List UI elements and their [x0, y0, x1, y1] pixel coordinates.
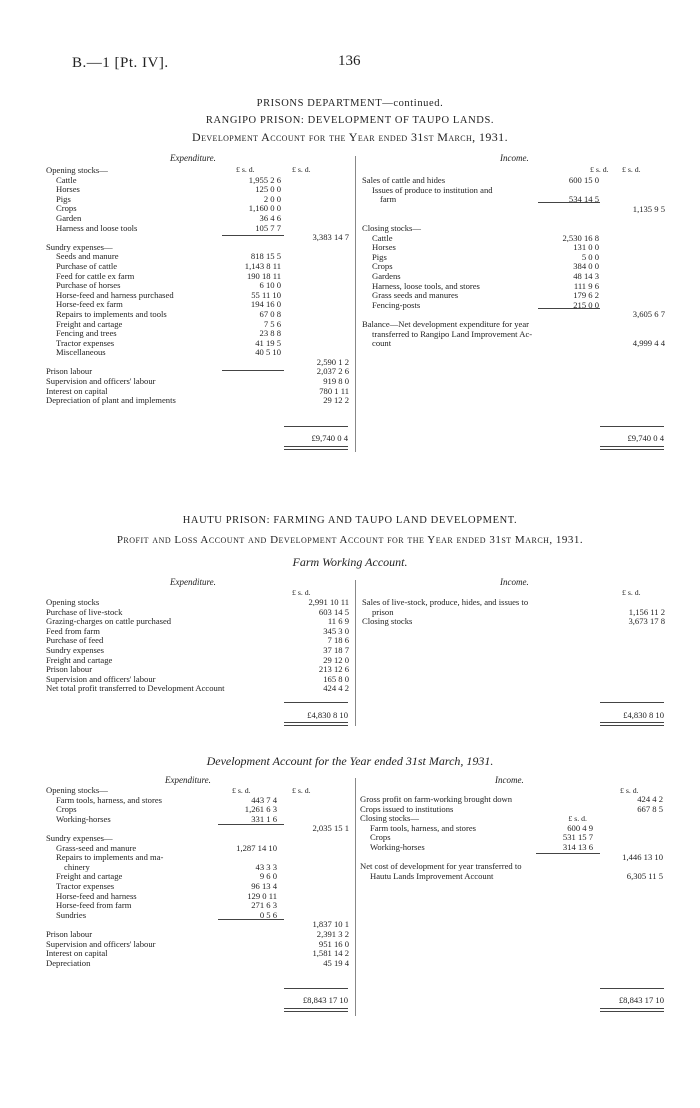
line-value: 603 14 5: [318, 606, 349, 617]
subtotal-rule: [218, 824, 284, 825]
line-value: 2,391 3 2: [316, 928, 349, 939]
line-value: 2,991 10 11: [308, 597, 349, 607]
line-value: 45 19 4: [323, 957, 349, 968]
line-value: 818 15 5: [250, 251, 281, 262]
line-label: Purchase of live-stock: [46, 606, 123, 617]
line-label: Supervision and officers' labour: [46, 938, 156, 949]
line-label: Fencing and trees: [56, 328, 117, 339]
line-value: 1,160 0 0: [248, 203, 281, 214]
line-label: Horse-feed from farm: [56, 900, 132, 911]
line-label: farm: [380, 194, 397, 205]
department-heading: PRISONS DEPARTMENT—continued.: [256, 98, 444, 109]
line-label: Fencing-posts: [372, 299, 421, 310]
line-value: 951 16 0: [318, 938, 349, 949]
line-value: 531 15 7: [562, 832, 593, 843]
line-label: Hautu Lands Improvement Account: [370, 870, 494, 881]
line-label: Crops issued to institutions: [360, 803, 454, 814]
line-value: 2,037 2 6: [316, 366, 349, 377]
line-value: 384 0 0: [573, 261, 599, 272]
double-rule: [600, 446, 664, 450]
grand-total: £8,843 17 10: [302, 995, 348, 1005]
line-label: Repairs to implements and tools: [56, 308, 167, 319]
line-value: 424 4 2: [323, 683, 349, 694]
currency-header: £ s. d.: [232, 786, 251, 795]
line-label: Freight and cartage: [56, 318, 123, 329]
line-label: Feed for cattle ex farm: [56, 270, 135, 281]
page-number: 136: [338, 53, 361, 69]
line-label: Purchase of feed: [46, 635, 104, 646]
farm-income-title: Income.: [500, 577, 529, 587]
subtotal-rule: [536, 853, 600, 854]
line-value: 0 5 6: [259, 909, 277, 920]
line-label: Net cost of development for year transferred to: [360, 861, 522, 872]
subtotal-value: 2,035 15 1: [312, 823, 349, 834]
line-label: Horse-feed and harness: [56, 890, 137, 901]
line-label: transferred to Rangipo Land Improvement Ac-: [372, 328, 533, 339]
total-rule: [600, 988, 664, 989]
line-label: Interest on capital: [46, 948, 108, 959]
dev-income-title: Income.: [495, 775, 524, 785]
line-value: 1,143 8 11: [244, 260, 281, 271]
line-value: 331 1 6: [251, 813, 277, 824]
line-value: 1,261 6 3: [244, 804, 277, 815]
line-value: 534 14 5: [568, 194, 599, 205]
line-value: 2,530 16 8: [562, 232, 599, 243]
subtotal-value: 1,837 10 1: [312, 919, 349, 930]
line-value: 11 6 9: [327, 616, 349, 627]
currency-header: £ s. d.: [292, 786, 311, 795]
double-rule: [284, 1008, 348, 1012]
grand-total: £9,740 0 4: [311, 433, 348, 443]
currency-header: £ s. d.: [622, 165, 641, 174]
line-label: Cattle: [372, 232, 393, 243]
line-label: Farm tools, harness, and stores: [56, 794, 162, 805]
line-label: Purchase of horses: [56, 280, 121, 291]
line-label: prison: [372, 606, 394, 617]
currency-header: £ s. d.: [568, 814, 587, 824]
dev-expenditure-table: [46, 786, 351, 968]
line-label: Depreciation of plant and implements: [46, 395, 176, 406]
line-value: 131 0 0: [573, 242, 599, 253]
opening-stocks-label: Opening stocks—: [46, 165, 108, 175]
subtotal-value: 2,590 1 2: [316, 356, 349, 367]
line-value: 7 18 6: [327, 635, 349, 646]
line-label: Purchase of cattle: [56, 260, 118, 271]
line-value: 3,673 17 8: [628, 616, 665, 627]
rangipo-account-title: Development Account for the Year ended 31st March, 1931.: [192, 130, 508, 144]
line-label: Horses: [372, 242, 396, 253]
subtotal-rule: [222, 235, 284, 236]
subtotal-rule: [222, 370, 284, 371]
subtotal-rule: [538, 308, 600, 309]
line-value: 600 15 0: [568, 175, 599, 185]
line-label: Prison labour: [46, 928, 93, 939]
line-value: 48 14 3: [573, 270, 599, 281]
currency-header: £ s. d.: [620, 786, 639, 795]
line-label: Horses: [56, 184, 80, 195]
line-label: Harness and loose tools: [56, 222, 138, 233]
line-value: 125 0 0: [255, 184, 281, 195]
total-rule: [600, 702, 664, 703]
grand-total: £9,740 0 4: [627, 433, 664, 443]
line-value: 345 3 0: [323, 625, 349, 636]
line-label: Sales of cattle and hides: [362, 175, 446, 185]
line-value: 7 5 6: [263, 318, 281, 329]
grand-total: £4,830 8 10: [307, 710, 348, 720]
subtotal-value: 3,605 6 7: [632, 309, 665, 320]
line-value: 96 13 4: [251, 880, 277, 891]
line-label: Repairs to implements and ma-: [56, 852, 164, 863]
line-value: 36 4 6: [259, 212, 281, 223]
currency-header: £ s. d.: [590, 165, 609, 174]
line-value: 424 4 2: [637, 794, 663, 804]
line-label: Freight and cartage: [46, 654, 113, 665]
closing-stocks-label: Closing stocks—: [362, 222, 421, 233]
line-label: Pigs: [56, 193, 71, 204]
line-label: Sundries: [56, 909, 87, 920]
line-label: Cattle: [56, 174, 77, 185]
line-value: 165 8 0: [323, 673, 349, 684]
line-value: 190 18 11: [246, 270, 281, 281]
line-label: Seeds and manure: [56, 251, 119, 262]
currency-header: £ s. d.: [236, 165, 255, 174]
line-label: Grass-seed and manure: [56, 842, 137, 853]
line-label: Tractor expenses: [56, 880, 115, 891]
line-value: 29 12 2: [323, 395, 349, 406]
line-label: Gardens: [372, 270, 401, 281]
line-value: 600 4 9: [567, 822, 593, 833]
document-reference: B.—1 [Pt. IV].: [72, 55, 169, 71]
line-label: Horse-feed and harness purchased: [56, 289, 174, 300]
rangipo-heading: RANGIPO PRISON: DEVELOPMENT OF TAUPO LANDS.: [205, 115, 495, 126]
line-label: Tractor expenses: [56, 337, 115, 348]
total-rule: [600, 426, 664, 427]
line-label: Depreciation: [46, 957, 91, 968]
line-value: 1,156 11 2: [628, 606, 665, 617]
line-label: Farm tools, harness, and stores: [370, 822, 476, 833]
double-rule: [284, 722, 348, 726]
line-value: 105 7 7: [255, 222, 281, 233]
subtotal-value: 1,446 13 10: [622, 851, 663, 862]
line-label: Issues of produce to institution and: [372, 184, 493, 195]
line-value: 194 16 0: [250, 299, 281, 310]
line-value: 6 10 0: [259, 280, 281, 291]
double-rule: [600, 722, 664, 726]
line-label: Grass seeds and manures: [372, 290, 459, 301]
line-value: 5 0 0: [581, 251, 599, 262]
total-rule: [284, 426, 348, 427]
line-label: Balance—Net development expenditure for year: [362, 318, 530, 329]
line-label: Net total profit transferred to Development Account: [46, 683, 225, 694]
line-label: Supervision and officers' labour: [46, 376, 156, 387]
currency-header: £ s. d.: [622, 588, 641, 597]
closing-stocks-label: Closing stocks—: [360, 813, 419, 824]
line-value: 6,305 11 5: [626, 870, 663, 881]
line-label: Closing stocks: [362, 616, 413, 627]
hautu-account-title: Profit and Loss Account and Development Account for the Year ended 31st March, 1931.: [116, 534, 584, 546]
line-value: 443 7 4: [251, 794, 277, 805]
line-value: 213 12 6: [318, 664, 349, 675]
total-rule: [284, 988, 348, 989]
line-value: 1,955 2 6: [248, 174, 281, 185]
rangipo-income-table: [362, 176, 667, 349]
rangipo-column-divider: [355, 156, 356, 452]
line-value: 37 18 7: [323, 644, 349, 655]
line-label: Sundry expenses: [46, 644, 104, 655]
line-value: 215 0 0: [573, 299, 599, 310]
total-rule: [284, 702, 348, 703]
dev-income-table: [360, 795, 665, 881]
line-label: Garden: [56, 212, 82, 223]
line-value: 40 5 10: [255, 347, 281, 358]
farm-working-title: Farm Working Account.: [292, 555, 408, 569]
line-label: Horse-feed ex farm: [56, 299, 123, 310]
development-account-title: Development Account for the Year ended 31st March, 1931.: [206, 754, 494, 768]
line-label: Feed from farm: [46, 625, 100, 636]
line-value: 9 6 0: [259, 871, 277, 882]
subtotal-rule: [538, 202, 600, 203]
rangipo-expenditure-table: [46, 166, 351, 406]
farm-income-table: [362, 598, 667, 627]
line-label: chinery: [64, 861, 90, 872]
dev-expenditure-title: Expenditure.: [165, 775, 211, 785]
line-value: 179 6 2: [573, 290, 599, 301]
hautu-heading: HAUTU PRISON: FARMING AND TAUPO LAND DEVELOPMENT.: [182, 515, 518, 526]
subtotal-value: 3,383 14 7: [312, 232, 349, 243]
line-value: 667 8 5: [637, 803, 663, 814]
line-value: 2 0 0: [263, 193, 281, 204]
line-value: 1,287 14 10: [236, 842, 277, 853]
line-label: Sales of live-stock, produce, hides, and issues to: [362, 597, 529, 607]
line-label: Freight and cartage: [56, 871, 123, 882]
line-label: Supervision and officers' labour: [46, 673, 156, 684]
line-value: 919 8 0: [323, 376, 349, 387]
line-value: 23 8 8: [259, 328, 281, 339]
line-label: Working-horses: [370, 841, 425, 852]
grand-total: £8,843 17 10: [618, 995, 664, 1005]
line-label: Prison labour: [46, 366, 93, 377]
line-value: 41 19 5: [255, 337, 281, 348]
line-value: 55 11 10: [251, 289, 281, 300]
line-label: Pigs: [372, 251, 387, 262]
farm-expenditure-table: [46, 598, 351, 694]
line-value: 271 6 3: [251, 900, 277, 911]
double-rule: [600, 1008, 664, 1012]
line-label: count: [372, 338, 392, 349]
subtotal-rule: [218, 919, 284, 920]
line-value: 780 1 11: [319, 385, 349, 396]
line-label: Crops: [56, 804, 77, 815]
double-rule: [284, 446, 348, 450]
farm-column-divider: [355, 580, 356, 726]
line-label: Prison labour: [46, 664, 93, 675]
currency-header: £ s. d.: [292, 588, 311, 597]
line-label: Interest on capital: [46, 385, 108, 396]
line-label: Crops: [372, 261, 393, 272]
dev-column-divider: [355, 778, 356, 1016]
line-label: Opening stocks: [46, 597, 100, 607]
subtotal-value: 1,135 9 5: [632, 203, 665, 214]
line-value: 67 0 8: [259, 308, 281, 319]
opening-stocks-label: Opening stocks—: [46, 785, 108, 795]
line-label: Miscellaneous: [56, 347, 106, 358]
farm-expenditure-title: Expenditure.: [170, 577, 216, 587]
line-label: Crops: [56, 203, 77, 214]
rangipo-expenditure-title: Expenditure.: [170, 153, 216, 163]
sundry-expenses-label: Sundry expenses—: [46, 832, 113, 843]
sundry-expenses-label: Sundry expenses—: [46, 241, 113, 252]
line-value: 111 9 6: [573, 280, 599, 291]
line-value: 1,581 14 2: [312, 948, 349, 959]
line-value: 129 0 11: [247, 890, 277, 901]
grand-total: £4,830 8 10: [623, 710, 664, 720]
line-value: 43 3 3: [255, 861, 277, 872]
line-value: 29 12 0: [323, 654, 349, 665]
line-label: Crops: [370, 832, 391, 843]
line-label: Gross profit on farm-working brought down: [360, 794, 513, 804]
currency-header: £ s. d.: [292, 165, 311, 174]
line-label: Working-horses: [56, 813, 111, 824]
line-label: Grazing-charges on cattle purchased: [46, 616, 172, 627]
line-label: Harness, loose tools, and stores: [372, 280, 480, 291]
rangipo-income-title: Income.: [500, 153, 529, 163]
line-value: 314 13 6: [562, 841, 593, 852]
line-value: 4,999 4 4: [632, 338, 665, 349]
